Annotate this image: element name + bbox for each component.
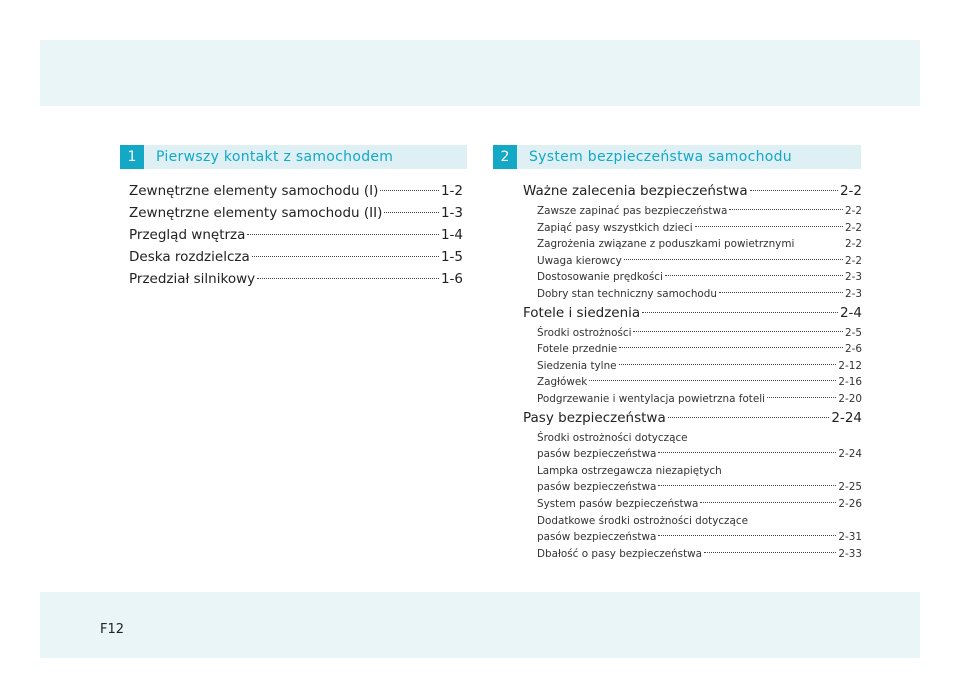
header-band bbox=[40, 40, 920, 106]
toc-entry[interactable]: Deska rozdzielcza 1-5 bbox=[129, 249, 463, 265]
footer-band bbox=[40, 592, 920, 658]
page-number: F12 bbox=[100, 622, 125, 637]
toc-entry[interactable]: Zewnętrzne elementy samochodu (I) 1-2 bbox=[129, 183, 463, 199]
toc-subentry[interactable]: Uwaga kierowcy 2-2 bbox=[537, 254, 862, 267]
toc-subentry-line1: Dodatkowe środki ostrożności dotyczące bbox=[537, 514, 748, 527]
toc-subentry[interactable]: Środki ostrożności 2-5 bbox=[537, 326, 862, 339]
section-1-header bbox=[120, 145, 467, 169]
toc-subentry[interactable]: Dostosowanie prędkości 2-3 bbox=[537, 271, 862, 284]
section-1-number: 1 bbox=[120, 145, 144, 169]
toc-entry[interactable]: Przegląd wnętrza 1-4 bbox=[129, 227, 463, 243]
toc-heading[interactable]: Ważne zalecenia bezpieczeństwa 2-2 bbox=[523, 183, 862, 199]
section-2-header bbox=[493, 145, 861, 169]
toc-heading[interactable]: Pasy bezpieczeństwa 2-24 bbox=[523, 409, 862, 426]
toc-subentry-line1: Lampka ostrzegawcza niezapiętych bbox=[537, 464, 722, 477]
toc-heading[interactable]: Fotele i siedzenia 2-4 bbox=[523, 304, 862, 321]
section-1-toc bbox=[129, 183, 463, 293]
toc-entry[interactable]: Przedział silnikowy 1-6 bbox=[129, 271, 463, 287]
section-1-title: Pierwszy kontakt z samochodem bbox=[156, 149, 394, 165]
toc-subentry[interactable]: pasów bezpieczeństwa 2-24 bbox=[537, 448, 862, 461]
toc-subentry[interactable]: Dobry stan techniczny samochodu 2-3 bbox=[537, 287, 862, 300]
toc-subentry[interactable]: pasów bezpieczeństwa 2-25 bbox=[537, 481, 862, 494]
toc-subentry[interactable]: Zagrożenia związane z poduszkami powietrznymi 2-2 bbox=[537, 238, 862, 251]
toc-subentry[interactable]: Dbałość o pasy bezpieczeństwa 2-33 bbox=[537, 547, 862, 560]
section-2-number: 2 bbox=[493, 145, 517, 169]
toc-subentry[interactable]: Zapiąć pasy wszystkich dzieci 2-2 bbox=[537, 221, 862, 234]
toc-subentry[interactable]: Fotele przednie 2-6 bbox=[537, 343, 862, 356]
toc-subentry[interactable]: Zagłówek 2-16 bbox=[537, 376, 862, 389]
toc-subentry[interactable]: Zawsze zapinać pas bezpieczeństwa 2-2 bbox=[537, 205, 862, 217]
toc-entry[interactable]: Zewnętrzne elementy samochodu (II) 1-3 bbox=[129, 205, 463, 221]
toc-subentry[interactable]: Siedzenia tylne 2-12 bbox=[537, 359, 862, 372]
toc-subentry-line1: Środki ostrożności dotyczące bbox=[537, 431, 688, 444]
toc-subentry[interactable]: Podgrzewanie i wentylacja powietrzna foteli 2-20 bbox=[537, 392, 862, 405]
toc-subentry[interactable]: System pasów bezpieczeństwa 2-26 bbox=[537, 497, 862, 510]
toc-subentry[interactable]: pasów bezpieczeństwa 2-31 bbox=[537, 531, 862, 544]
section-2-title: System bezpieczeństwa samochodu bbox=[529, 149, 792, 165]
section-2-toc bbox=[523, 183, 862, 564]
